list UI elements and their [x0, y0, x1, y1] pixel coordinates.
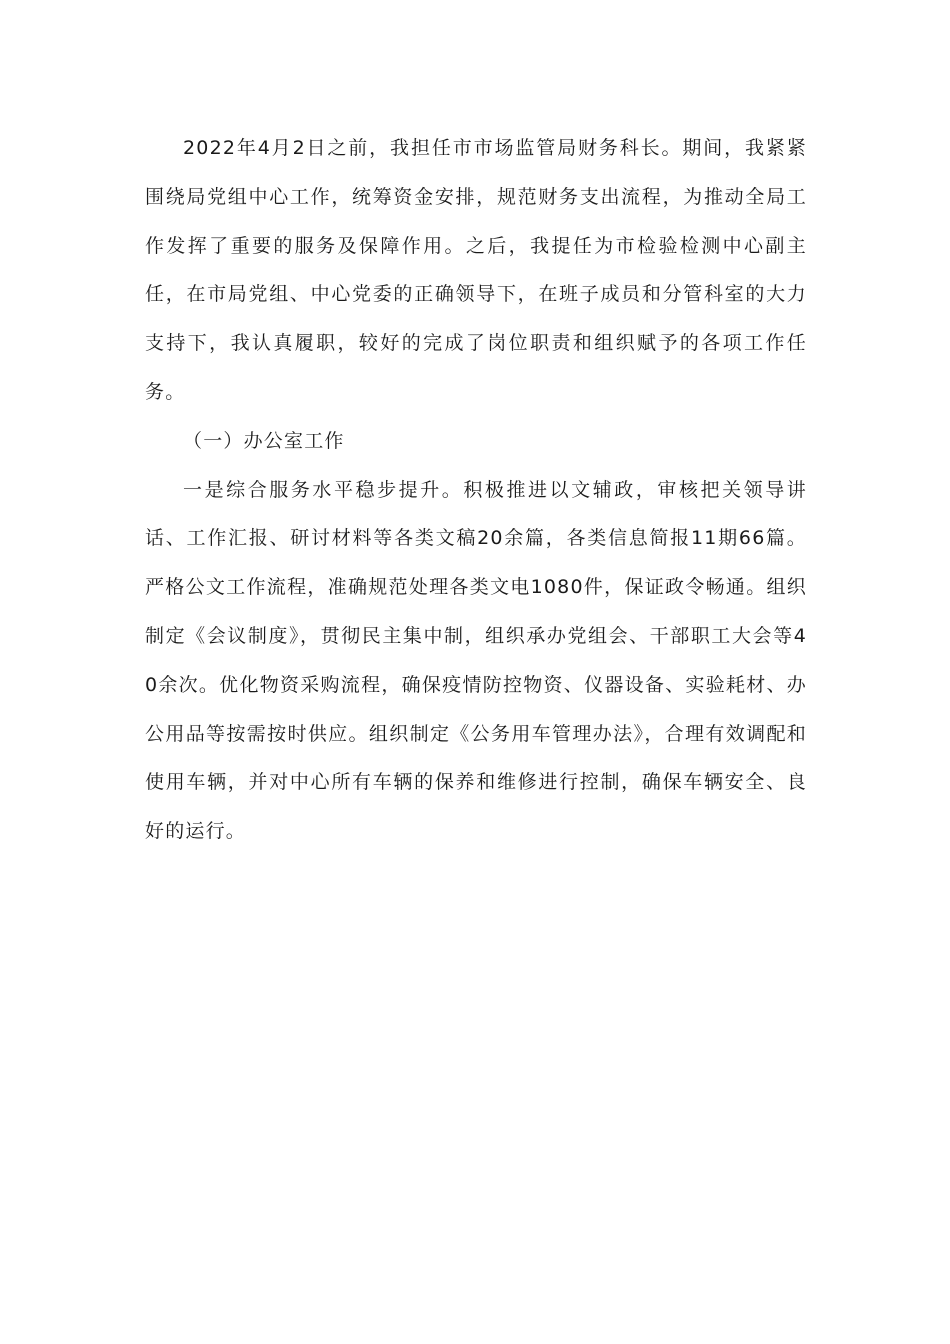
- intro-paragraph: 2022年4月2日之前，我担任市市场监管局财务科长。期间，我紧紧围绕局党组中心工作，统筹资金安排，规范财务支出流程，为推动全局工作发挥了重要的服务及保障作用。之后，我提任为市检验检测中心副主任，在市局党组、中心党委的正确领导下，在班子成员和分管科室的大力支持下，我认真履职，较好的完成了岗位职责和组织赋予的各项工作任务。: [145, 137, 807, 403]
- section-heading: （一）办公室工作: [183, 429, 345, 452]
- document-body: [145, 124, 807, 856]
- office-work-paragraph: 一是综合服务水平稳步提升。积极推进以文辅政，审核把关领导讲话、工作汇报、研讨材料等各类文稿20余篇，各类信息简报11期66篇。严格公文工作流程，准确规范处理各类文电1080件，保证政令畅通。组织制定《会议制度》，贯彻民主集中制，组织承办党组会、干部职工大会等40余次。优化物资采购流程，确保疫情防控物资、仪器设备、实验耗材、办公用品等按需按时供应。组织制定《公务用车管理办法》，合理有效调配和使用车辆，并对中心所有车辆的保养和维修进行控制，确保车辆安全、良好的运行。: [145, 478, 807, 843]
